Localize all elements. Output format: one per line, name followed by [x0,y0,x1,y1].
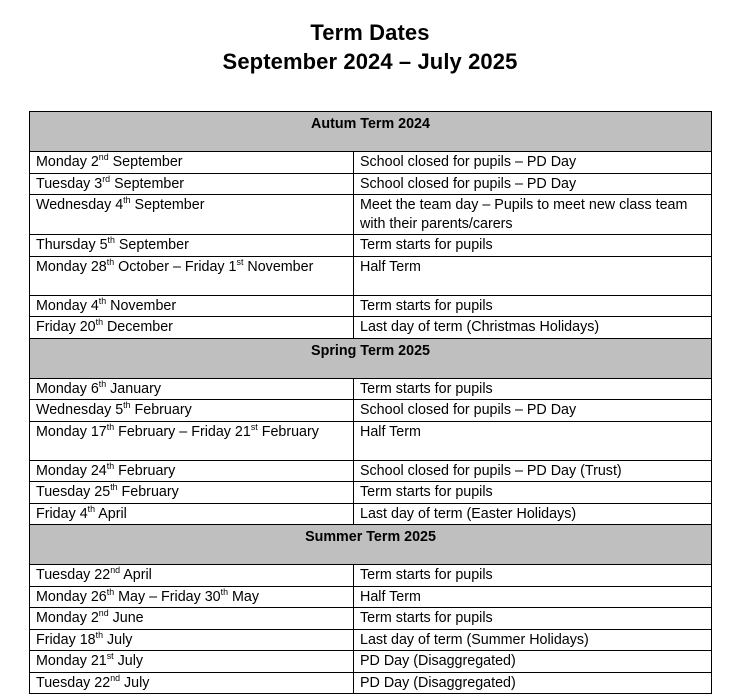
term-section-heading: Autum Term 2024 [311,116,430,132]
table-row [30,173,712,195]
page-title-line-1: Term Dates [310,20,430,45]
term-date-cell [30,672,354,694]
term-detail-cell [354,173,712,195]
term-detail-text: School closed for pupils – PD Day [360,175,577,192]
term-section-header-cell [30,338,712,378]
term-detail-text: School closed for pupils – PD Day (Trust) [360,462,622,479]
term-detail-text: Last day of term (Summer Holidays) [360,631,589,648]
term-date-cell [30,235,354,257]
table-row [30,482,712,504]
term-date-text: Monday 2nd June [36,608,144,626]
term-date-text: Tuesday 25th February [36,482,179,500]
term-date-text: Monday 4th November [36,295,177,314]
term-detail-cell [354,482,712,504]
term-detail-text: Meet the team day – Pupils to meet new class team with their parents/carers [360,197,688,232]
term-detail-cell [354,672,712,694]
term-detail-cell [354,565,712,587]
term-date-text: Monday 2nd September [36,152,183,170]
term-detail-cell [354,152,712,174]
term-date-cell [30,629,354,651]
term-detail-cell [354,503,712,525]
term-date-text: Tuesday 3rd September [36,173,185,192]
term-date-text: Monday 21st July [36,651,144,669]
term-date-cell [30,195,354,235]
term-date-text: Wednesday 5th February [36,400,192,418]
term-detail-text: School closed for pupils – PD Day [360,154,577,170]
term-detail-text: Half Term [360,258,421,275]
term-detail-cell [354,460,712,482]
term-date-text: Wednesday 4th September [36,195,205,213]
table-row [30,565,712,587]
term-date-text: Monday 6th January [36,378,162,397]
term-detail-text: Term starts for pupils [360,610,493,626]
term-date-cell [30,565,354,587]
term-date-cell [30,400,354,422]
term-dates-table [29,111,712,694]
term-date-text: Tuesday 22nd July [36,672,150,691]
term-detail-text: Last day of term (Easter Holidays) [360,505,577,522]
term-date-text: Monday 26th May – Friday 30th May [36,586,259,605]
term-detail-text: Term starts for pupils [360,297,493,314]
table-row [30,295,712,317]
term-date-cell [30,482,354,504]
term-section-header-cell [30,112,712,152]
term-date-cell [30,295,354,317]
term-date-cell [30,421,354,460]
term-date-text: Monday 17th February – Friday 21st February [36,421,319,440]
term-detail-cell [354,295,712,317]
term-detail-text: Term starts for pupils [360,237,493,253]
term-detail-cell [354,608,712,630]
table-row [30,460,712,482]
term-detail-cell [354,235,712,257]
term-dates-table-body [30,112,712,694]
term-date-text: Monday 24th February [36,460,176,479]
term-detail-cell [354,256,712,295]
term-detail-cell [354,629,712,651]
term-date-cell [30,651,354,673]
term-date-cell [30,173,354,195]
term-date-cell [30,503,354,525]
term-date-text: Tuesday 22nd April [36,565,152,583]
table-row [30,629,712,651]
term-date-text: Monday 28th October – Friday 1st November [36,256,314,275]
term-date-cell [30,152,354,174]
term-detail-cell [354,400,712,422]
table-row [30,651,712,673]
table-row [30,195,712,235]
term-date-text: Friday 20th December [36,317,173,335]
term-section-heading: Summer Term 2025 [305,529,436,545]
term-detail-cell [354,195,712,235]
table-row [30,152,712,174]
table-row [30,235,712,257]
table-row [30,586,712,608]
term-dates-table-container [29,111,711,694]
term-section-header-cell [30,525,712,565]
term-section-header-row [30,338,712,378]
term-detail-text: Term starts for pupils [360,484,493,500]
term-detail-text: School closed for pupils – PD Day [360,402,577,418]
term-detail-cell [354,378,712,400]
term-detail-cell [354,586,712,608]
term-detail-text: Last day of term (Christmas Holidays) [360,319,600,335]
page-title [0,0,740,76]
term-detail-text: Half Term [360,423,421,440]
table-row [30,672,712,694]
term-detail-text: PD Day (Disaggregated) [360,674,516,691]
term-detail-cell [354,317,712,339]
term-date-text: Friday 18th July [36,629,133,648]
term-detail-text: PD Day (Disaggregated) [360,653,516,669]
term-date-cell [30,608,354,630]
term-section-header-row [30,525,712,565]
term-detail-text: Half Term [360,588,421,605]
table-row [30,400,712,422]
term-date-cell [30,460,354,482]
term-date-text: Thursday 5th September [36,235,189,253]
table-row [30,317,712,339]
term-date-cell [30,317,354,339]
term-section-heading: Spring Term 2025 [311,342,430,359]
term-date-text: Friday 4th April [36,503,127,522]
term-detail-cell [354,421,712,460]
term-date-cell [30,586,354,608]
term-date-cell [30,256,354,295]
term-detail-text: Term starts for pupils [360,380,493,397]
table-row [30,421,712,460]
table-row [30,503,712,525]
table-row [30,256,712,295]
term-detail-text: Term starts for pupils [360,567,493,583]
table-row [30,608,712,630]
term-date-cell [30,378,354,400]
table-row [30,378,712,400]
term-section-header-row [30,112,712,152]
term-detail-cell [354,651,712,673]
page-title-line-2: September 2024 – July 2025 [222,49,518,74]
